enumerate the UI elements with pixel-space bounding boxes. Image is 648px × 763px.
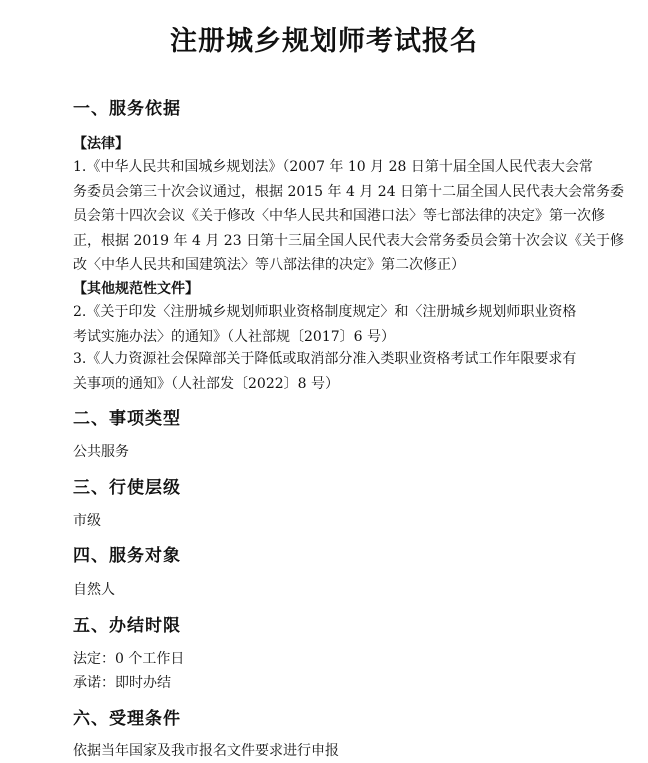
law-item-1 (73, 155, 625, 278)
law-label: 【法律】 (73, 136, 129, 152)
doc-item-line: 3.《人力资源社会保障部关于降低或取消部分准入类职业资格考试工作年限要求有 (73, 351, 577, 367)
doc-item-line: 考试实施办法〉的通知》（人社部规〔2017〕6 号） (73, 328, 395, 345)
law-item-line: 改〈中华人民共和国建筑法〉等八部法律的决定》第二次修正） (73, 257, 465, 273)
section-heading-time-limit: 五、办结时限 (73, 616, 181, 636)
law-item-line: 务委员会第三十次会议通过，根据 2015 年 4 月 24 日第十二届全国人民代表大会常务委 (73, 183, 625, 200)
law-item-line: 员会第十四次会议《关于修改〈中华人民共和国港口法〉等七部法律的决定》第一次修 (73, 208, 605, 224)
section-heading-conditions: 六、受理条件 (73, 709, 181, 729)
doc-item-2 (73, 300, 616, 349)
section-value-level: 市级 (73, 513, 101, 529)
law-item-line: 1.《中华人民共和国城乡规划法》（2007 年 10 月 28 日第十届全国人民代表大会常 (73, 159, 593, 175)
law-item-line: 正，根据 2019 年 4 月 23 日第十三届全国人民代表大会常务委员会第十次会议《关于修 (73, 232, 625, 249)
section-value-conditions: 依据当年国家及我市报名文件要求进行申报 (73, 743, 339, 759)
page-title: 注册城乡规划师考试报名 (170, 26, 478, 57)
section-heading-type: 二、事项类型 (73, 409, 181, 429)
doc-item-line: 2.《关于印发〈注册城乡规划师职业资格制度规定〉和〈注册城乡规划师职业资格 (73, 304, 577, 320)
statutory-time-limit: 法定：0 个工作日 (73, 651, 185, 667)
section-heading-target: 四、服务对象 (73, 546, 181, 566)
section-heading-basis: 一、服务依据 (73, 99, 181, 119)
other-docs-label: 【其他规范性文件】 (73, 281, 199, 297)
section-heading-level: 三、行使层级 (73, 478, 181, 498)
doc-item-3 (73, 347, 616, 396)
promised-time-limit: 承诺：即时办结 (73, 675, 171, 691)
section-value-type: 公共服务 (73, 444, 129, 460)
doc-item-line: 关事项的通知》（人社部发〔2022〕8 号） (73, 375, 339, 392)
section-value-target: 自然人 (73, 582, 115, 598)
